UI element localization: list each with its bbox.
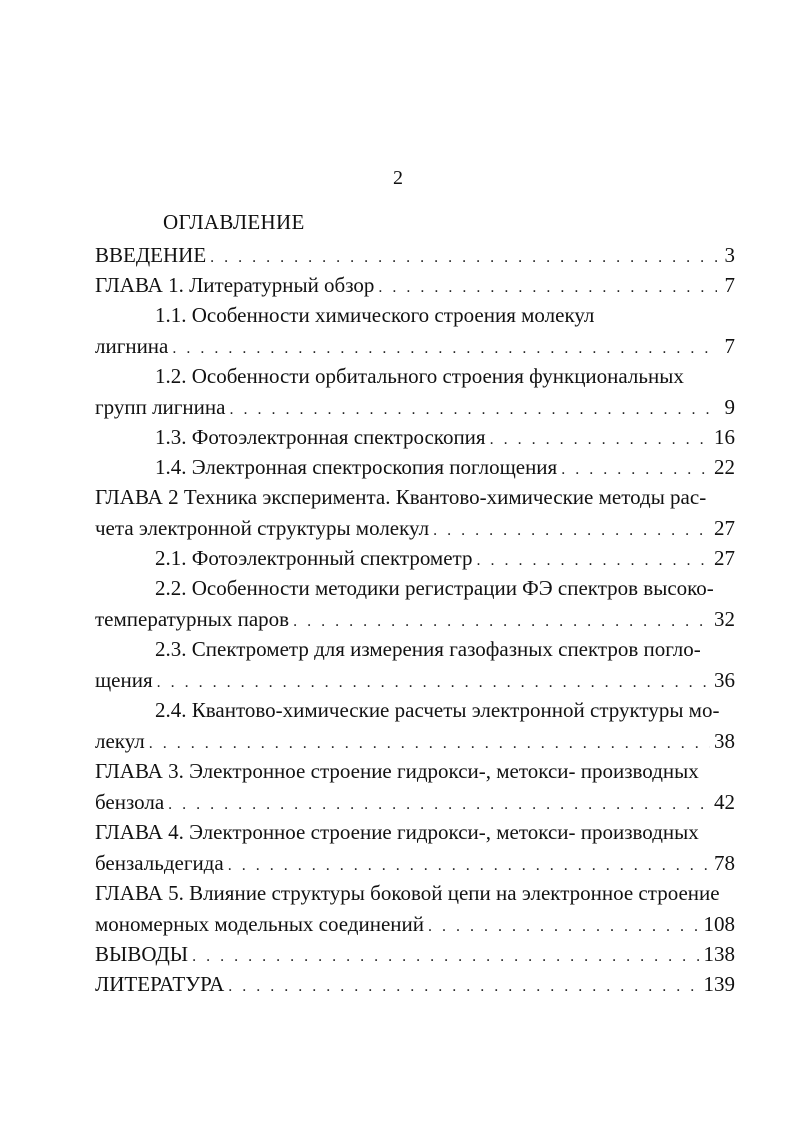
toc-entry-row xyxy=(95,939,735,969)
dot-leader xyxy=(228,972,699,1002)
dot-leader xyxy=(428,912,700,942)
toc-entry-page: 9 xyxy=(724,395,735,419)
toc-entry-page: 38 xyxy=(714,729,735,753)
toc-entry xyxy=(95,969,735,999)
dot-leader xyxy=(157,668,710,698)
dot-leader xyxy=(293,607,710,637)
toc-entry-row xyxy=(95,543,735,573)
toc-title: ОГЛАВЛЕНИЕ xyxy=(163,210,305,234)
dot-leader xyxy=(149,729,710,759)
toc-entry-row xyxy=(95,513,735,543)
toc-entry-title-line: 1.2. Особенности орбитального строения функциональных xyxy=(155,364,684,388)
toc-entry-title-line: ГЛАВА 3. Электронное строение гидрокси-, метокси- производных xyxy=(95,759,699,783)
toc-entry-page: 16 xyxy=(714,425,735,449)
toc-entry-title: бензола xyxy=(95,790,165,814)
toc-entry-title: 1.4. Электронная спектроскопия поглощения xyxy=(155,455,558,479)
toc-entry-page: 78 xyxy=(714,851,735,875)
toc-entry-title-line: ГЛАВА 5. Влияние структуры боковой цепи на электронное строение xyxy=(95,881,720,905)
dot-leader xyxy=(168,790,710,820)
toc-entry-title: температурных паров xyxy=(95,607,290,631)
dot-leader xyxy=(561,455,710,485)
toc-entry-title: ВЫВОДЫ xyxy=(95,942,189,966)
dot-leader xyxy=(378,273,717,303)
toc-entry-title: 1.3. Фотоэлектронная спектроскопия xyxy=(155,425,486,449)
toc-entry-row xyxy=(95,726,735,756)
toc-entry-row xyxy=(95,909,735,939)
toc-entry-page: 7 xyxy=(724,334,735,358)
toc-entry-page: 138 xyxy=(703,942,735,966)
toc-entry-page: 27 xyxy=(714,516,735,540)
toc-entry xyxy=(95,817,735,878)
toc-entry-row xyxy=(95,392,735,422)
toc-entry-page: 32 xyxy=(714,607,735,631)
toc-entry xyxy=(95,270,735,300)
toc-entry xyxy=(95,240,735,270)
toc-entry-title: чета электронной структуры молекул xyxy=(95,516,430,540)
dot-leader xyxy=(476,546,710,576)
toc-entry-title: групп лигнина xyxy=(95,395,226,419)
toc-entry-row xyxy=(95,331,735,361)
toc-entry-page: 42 xyxy=(714,790,735,814)
dot-leader xyxy=(433,516,710,546)
toc-entry-title: бензальдегида xyxy=(95,851,224,875)
toc-entry-title-line: 2.4. Квантово-химические расчеты электронной структуры мо- xyxy=(155,698,720,722)
toc-entry-title-line: ГЛАВА 4. Электронное строение гидрокси-, метокси- производных xyxy=(95,820,699,844)
toc-entry-row xyxy=(95,969,735,999)
toc-entry xyxy=(95,422,735,452)
toc-entry-title: лигнина xyxy=(95,334,169,358)
toc-entry-page: 108 xyxy=(703,912,735,936)
toc-entry-page: 7 xyxy=(724,273,735,297)
toc-entry-title: лекул xyxy=(95,729,145,753)
dot-leader xyxy=(172,334,717,364)
toc-entry-title: мономерных модельных соединений xyxy=(95,912,424,936)
toc-entry-page: 22 xyxy=(714,455,735,479)
toc-entry xyxy=(95,482,735,543)
toc-entry xyxy=(95,878,735,939)
toc-entry xyxy=(95,361,735,422)
table-of-contents xyxy=(95,240,735,999)
toc-entry-row xyxy=(95,787,735,817)
toc-entry xyxy=(95,543,735,573)
toc-entry xyxy=(95,452,735,482)
toc-entry-title-line: ГЛАВА 2 Техника эксперимента. Квантово-химические методы рас- xyxy=(95,485,707,509)
toc-entry-row xyxy=(95,848,735,878)
page-number: 2 xyxy=(393,167,403,189)
dot-leader xyxy=(490,425,710,455)
toc-entry xyxy=(95,695,735,756)
toc-entry xyxy=(95,300,735,361)
toc-entry-page: 36 xyxy=(714,668,735,692)
toc-entry-row xyxy=(95,604,735,634)
dot-leader xyxy=(192,942,699,972)
dot-leader xyxy=(228,851,710,881)
toc-entry-title: 2.1. Фотоэлектронный спектрометр xyxy=(155,546,473,570)
toc-entry-page: 27 xyxy=(714,546,735,570)
toc-entry xyxy=(95,634,735,695)
dot-leader xyxy=(229,395,717,425)
toc-entry-title-line: 2.2. Особенности методики регистрации ФЭ спектров высоко- xyxy=(155,576,714,600)
toc-entry-row xyxy=(95,452,735,482)
toc-entry-title: ВВЕДЕНИЕ xyxy=(95,243,207,267)
toc-entry-title: щения xyxy=(95,668,153,692)
toc-entry-title-line: 2.3. Спектрометр для измерения газофазных спектров погло- xyxy=(155,637,701,661)
toc-entry-row xyxy=(95,422,735,452)
toc-entry-title: ГЛАВА 1. Литературный обзор xyxy=(95,273,375,297)
toc-entry-row xyxy=(95,240,735,270)
toc-entry xyxy=(95,573,735,634)
toc-entry xyxy=(95,756,735,817)
toc-entry-title-line: 1.1. Особенности химического строения молекул xyxy=(155,303,595,327)
toc-entry xyxy=(95,939,735,969)
toc-entry-title: ЛИТЕРАТУРА xyxy=(95,972,225,996)
toc-entry-row xyxy=(95,665,735,695)
dot-leader xyxy=(210,243,717,273)
toc-entry-page: 139 xyxy=(703,972,735,996)
toc-entry-row xyxy=(95,270,735,300)
toc-entry-page: 3 xyxy=(724,243,735,267)
